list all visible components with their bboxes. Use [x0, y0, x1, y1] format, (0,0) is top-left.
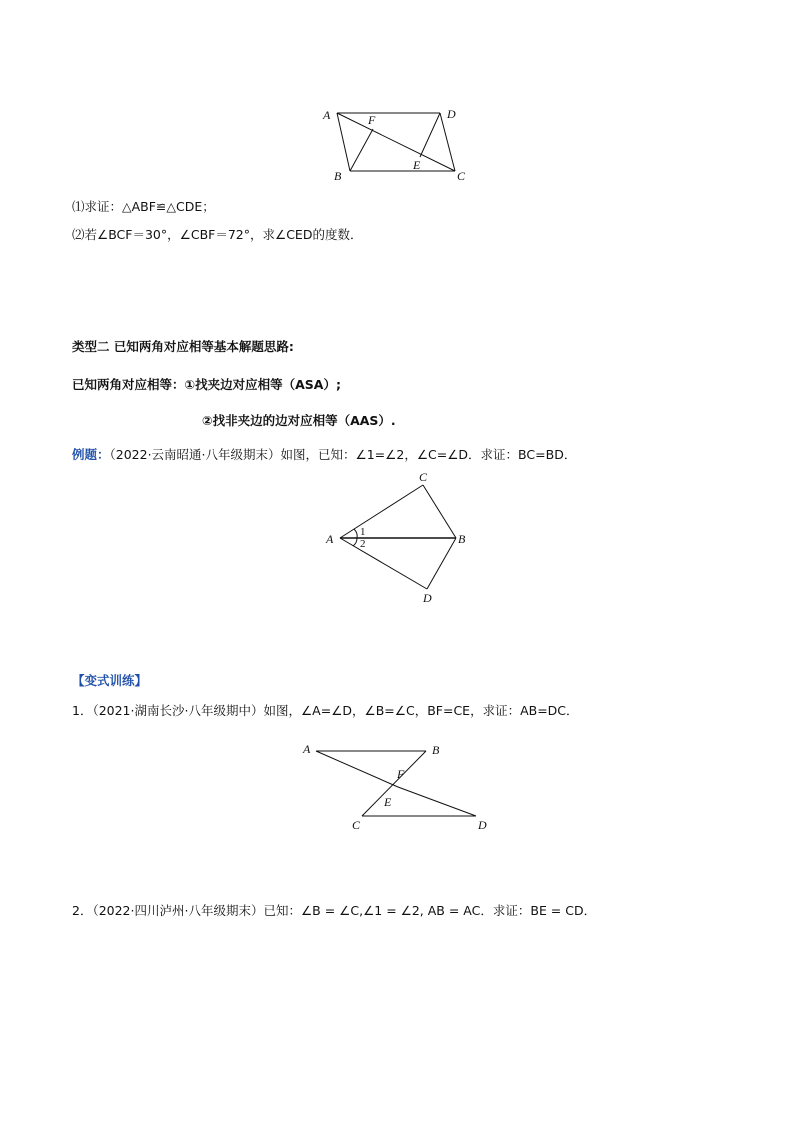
angle-arc-2 — [353, 538, 357, 546]
label-d: D — [447, 107, 456, 121]
example-line — [72, 446, 576, 464]
segment-ae-lower — [368, 787, 398, 800]
segment-ab — [337, 113, 350, 171]
segment-bf — [350, 129, 373, 171]
angle-arc-1 — [354, 529, 357, 538]
segment-ac — [340, 485, 423, 538]
training-question-1: 1．（2021·湖南长沙·八年级期中）如图，∠A=∠D，∠B=∠C，BF=CE，求证：AB=DC． — [72, 703, 579, 718]
figure-parallelogram — [315, 100, 475, 190]
type2-line1-item: ①找夹边对应相等（ASA）; — [184, 377, 341, 392]
label-a: A — [323, 108, 331, 122]
problem-part-1: ⑴求证：△ABF≌△CDE； — [72, 199, 215, 214]
label-a: A — [303, 742, 311, 756]
example-text: （2022·云南昭通·八年级期末）如图，已知：∠1=∠2，∠C=∠D．求证：BC=BD． — [109, 447, 577, 462]
label-d: D — [478, 818, 487, 832]
segment-dc — [440, 113, 455, 171]
segment-ae — [316, 751, 398, 787]
label-e: E — [384, 795, 392, 809]
segment-bc — [362, 751, 426, 816]
label-c: C — [457, 169, 466, 183]
segment-db — [427, 538, 456, 589]
label-a: A — [326, 532, 334, 546]
figure-crossed-triangles — [298, 738, 498, 838]
segment-fd — [398, 787, 476, 816]
type2-line-1 — [72, 376, 341, 394]
label-angle-2: 2 — [360, 538, 366, 550]
label-c: C — [352, 818, 361, 832]
label-f: F — [368, 113, 376, 127]
example-label: 例题： — [72, 447, 110, 462]
label-d: D — [423, 591, 432, 605]
label-angle-1: 1 — [360, 526, 366, 538]
label-b: B — [334, 169, 342, 183]
label-b: B — [458, 532, 466, 546]
label-b: B — [432, 743, 440, 757]
label-f: F — [397, 767, 405, 781]
type2-line1-prefix: 已知两角对应相等： — [72, 377, 185, 392]
label-e: E — [413, 158, 421, 172]
type2-line-2: ②找非夹边的边对应相等（AAS）. — [202, 413, 396, 428]
type2-heading: 类型二 已知两角对应相等基本解题思路: — [72, 339, 294, 354]
label-c: C — [419, 470, 428, 484]
figure-kite — [320, 468, 480, 608]
training-heading: 【变式训练】 — [72, 673, 148, 688]
problem-part-2: ⑵若∠BCF＝30°，∠CBF＝72°，求∠CED的度数． — [72, 227, 363, 242]
training-question-2: 2．（2022·四川泸州·八年级期末）已知：∠B = ∠C,∠1 = ∠2, AB = AC．求证：BE = CD． — [72, 903, 597, 918]
segment-de — [420, 113, 440, 157]
segment-cb — [423, 485, 456, 538]
